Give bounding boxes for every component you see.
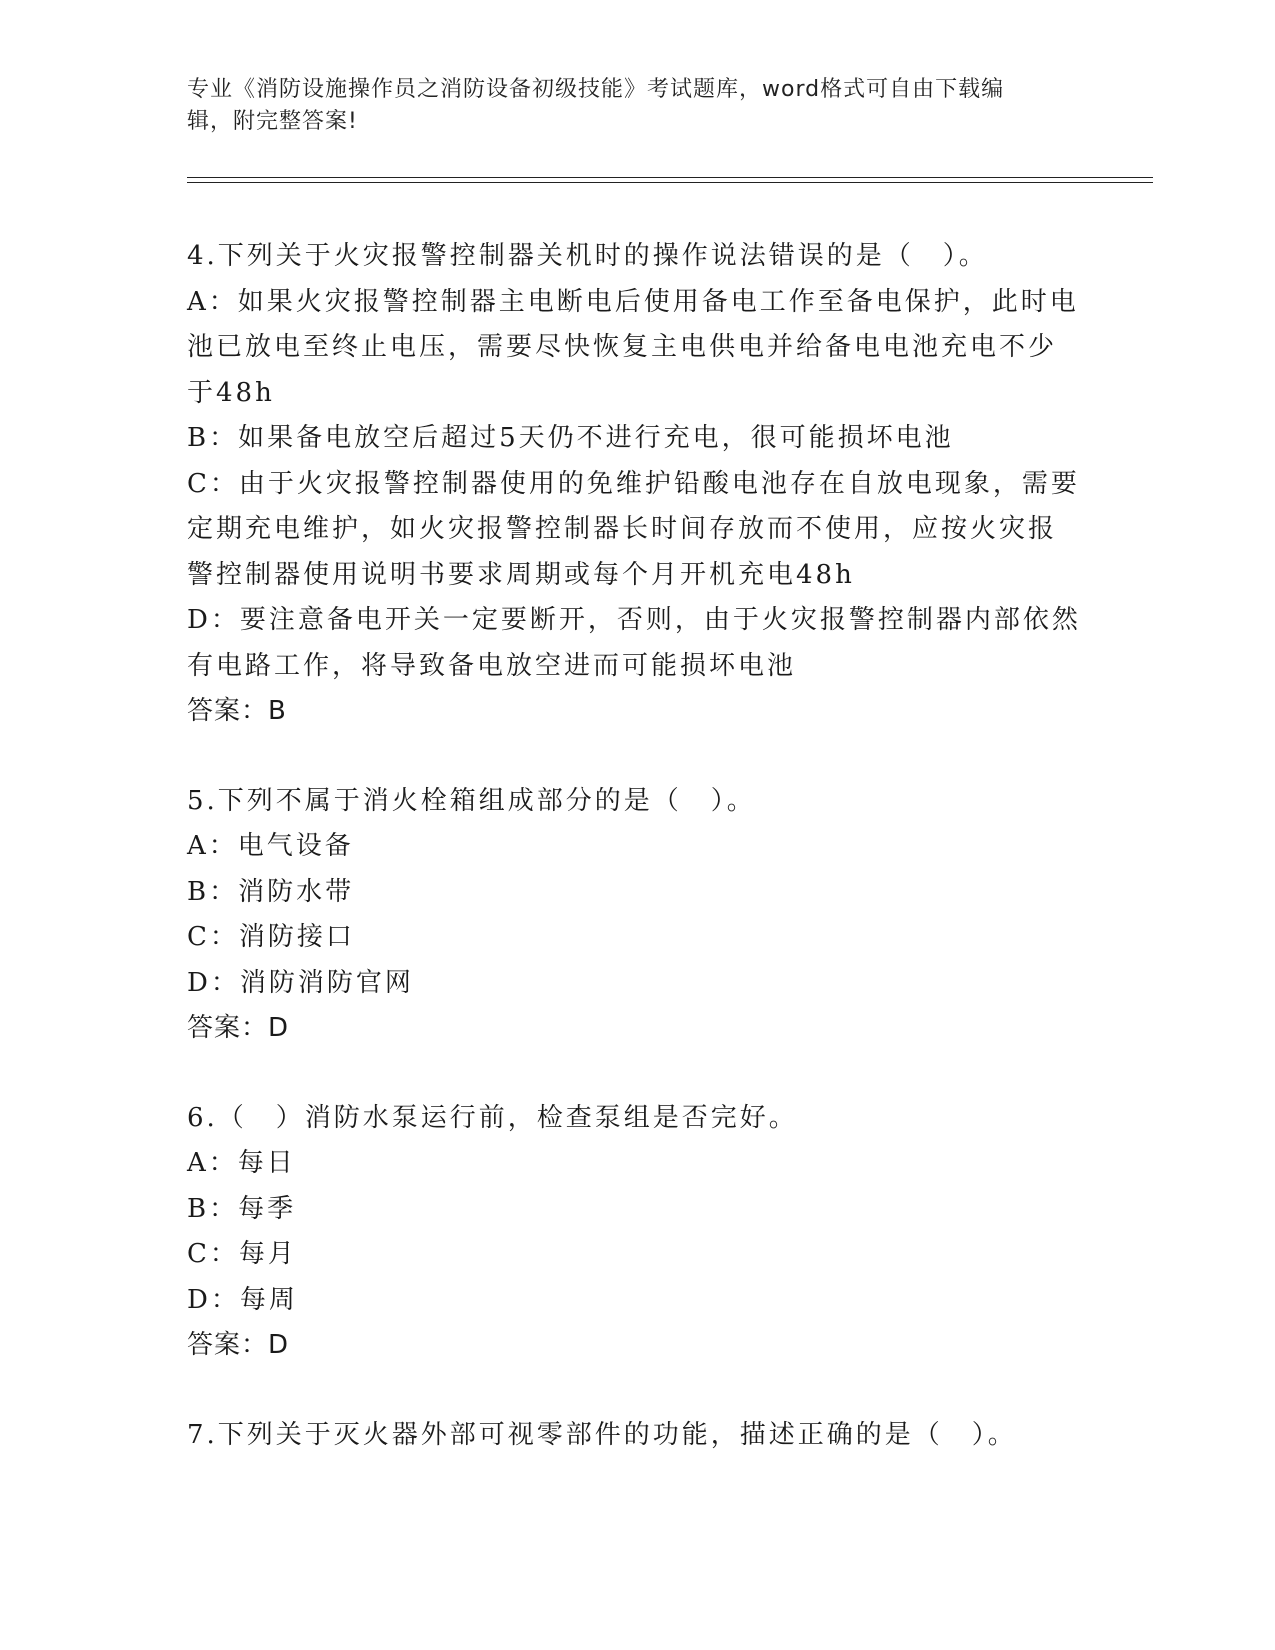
answer-label: 答案：D <box>187 1330 290 1360</box>
header-divider-top <box>187 177 1153 178</box>
header-divider-bottom <box>187 182 1153 183</box>
option-text-line: 警控制器使用说明书要求周期或每个月开机充电48h <box>187 559 855 590</box>
question-6 <box>187 1096 1087 1369</box>
option-d: D：消防消防官网 <box>187 967 414 998</box>
option-d <box>187 598 1087 689</box>
document-header <box>187 74 1067 138</box>
option-b: B：消防水带 <box>187 876 355 907</box>
option-c: C：消防接口 <box>187 922 355 952</box>
option-text-line: 于48h <box>187 377 275 408</box>
answer-label: 答案：D <box>187 1013 290 1043</box>
question-stem: 5.下列不属于消火栓箱组成部分的是（ ）。 <box>187 785 756 816</box>
option-text-line: 池已放电至终止电压，需要尽快恢复主电供电并给备电电池充电不少 <box>187 332 1058 362</box>
option-text-line: A：如果火灾报警控制器主电断电后使用备电工作至备电保护，此时电 <box>187 286 1079 317</box>
question-stem: 4.下列关于火灾报警控制器关机时的操作说法错误的是（ ）。 <box>187 241 988 271</box>
option-a <box>187 280 1087 417</box>
option-c <box>187 462 1087 599</box>
header-title-line-1: 专业《消防设施操作员之消防设备初级技能》考试题库，word格式可自由下载编 <box>187 77 1005 102</box>
question-4 <box>187 234 1087 735</box>
option-b: B：每季 <box>187 1193 297 1224</box>
option-text-line: D：要注意备电开关一定要断开，否则，由于火灾报警控制器内部依然 <box>187 605 1081 635</box>
option-d: D：每周 <box>187 1284 298 1315</box>
option-text-line: C：由于火灾报警控制器使用的免维护铅酸电池存在自放电现象，需要 <box>187 468 1080 499</box>
option-a: A：电气设备 <box>187 831 354 861</box>
option-a: A：每日 <box>187 1148 296 1178</box>
answer-label: 答案：B <box>187 696 287 726</box>
option-text-line: 定期充电维护，如火灾报警控制器长时间存放而不使用，应按火灾报 <box>187 514 1058 544</box>
option-b <box>187 416 1087 462</box>
header-title-line-2: 辑，附完整答案! <box>187 109 358 134</box>
question-5 <box>187 779 1087 1052</box>
question-list <box>187 234 1087 1502</box>
option-text-line: 有电路工作，将导致备电放空进而可能损坏电池 <box>187 650 797 681</box>
option-c: C：每月 <box>187 1239 297 1269</box>
option-text-line: B：如果备电放空后超过5天仍不进行充电，很可能损坏电池 <box>187 423 954 453</box>
question-7 <box>187 1413 1087 1459</box>
question-stem: 6.（ ）消防水泵运行前，检查泵组是否完好。 <box>187 1102 798 1133</box>
question-stem: 7.下列关于灭火器外部可视零部件的功能，描述正确的是（ ）。 <box>187 1419 1017 1450</box>
